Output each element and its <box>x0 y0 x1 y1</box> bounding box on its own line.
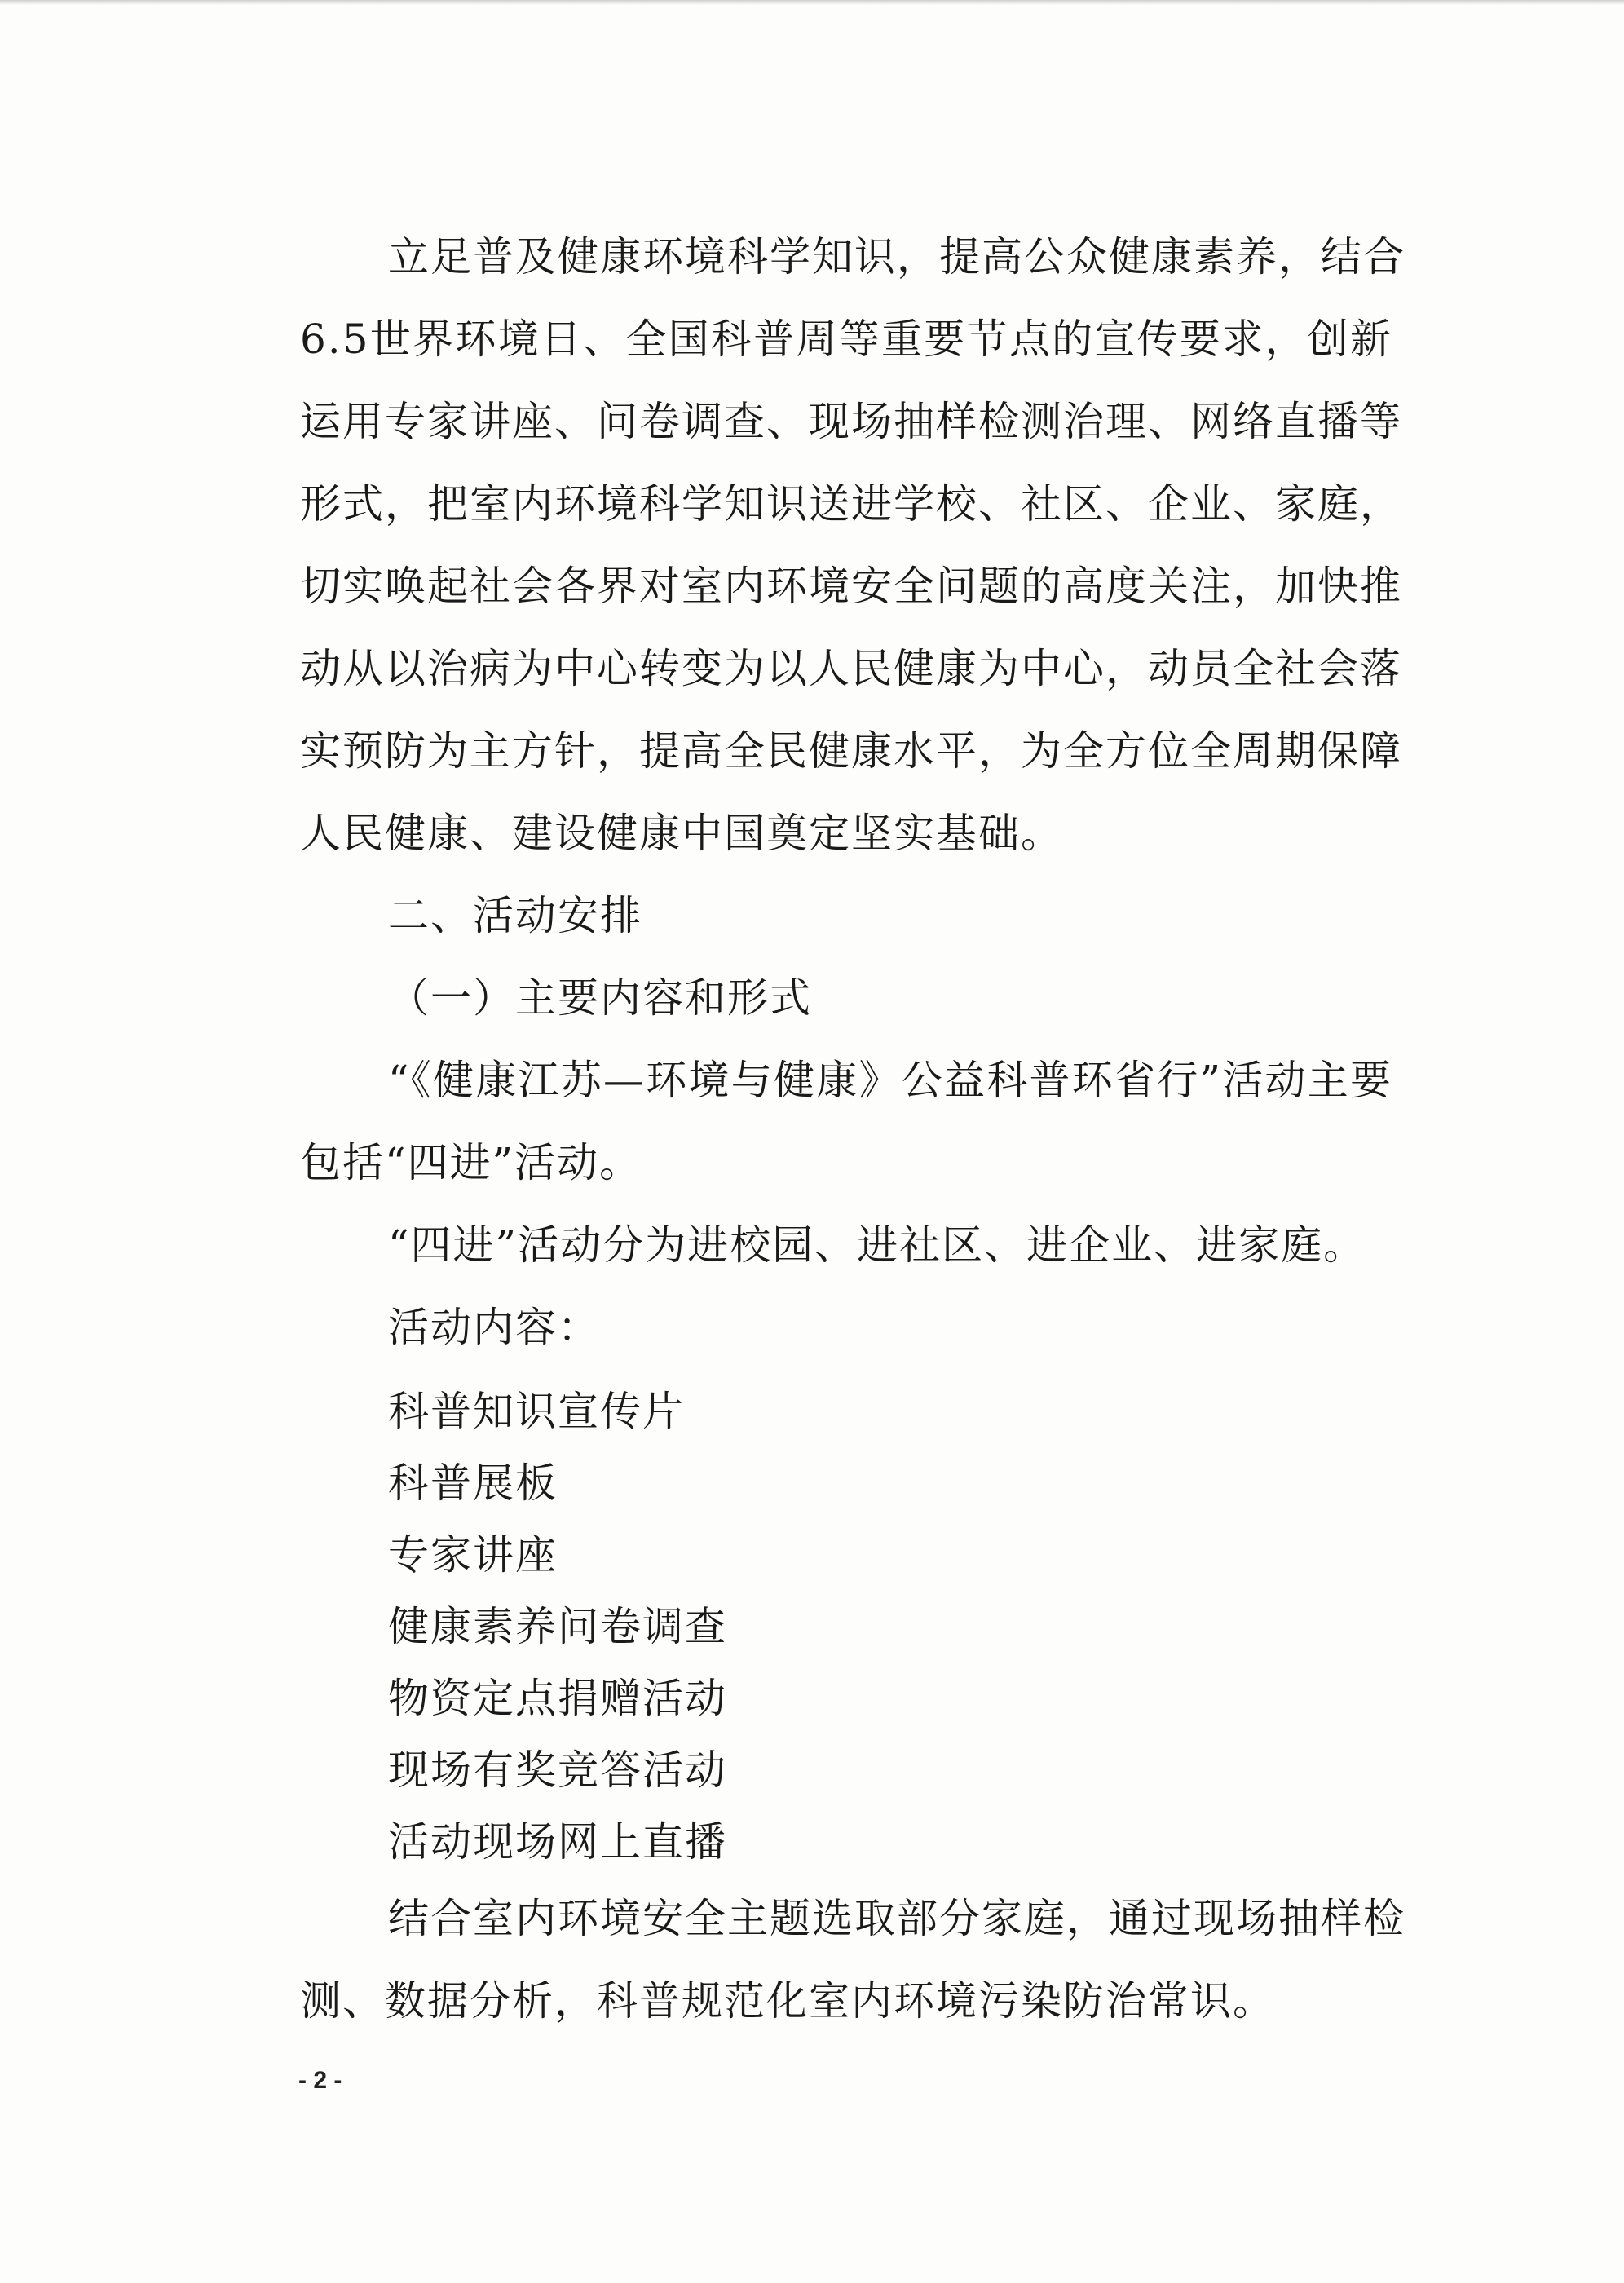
page-content <box>300 216 1406 2042</box>
paragraph-1-line: 运用专家讲座、问卷调查、现场抽样检测治理、网络直播等 <box>300 398 1402 445</box>
subsection-heading: （一）主要内容和形式 <box>388 974 812 1022</box>
page-number: - 2 - <box>298 2067 342 2094</box>
activity-item: 专家讲座 <box>388 1531 558 1579</box>
paragraph-3: “四进”活动分为进校园、进社区、进企业、进家庭。 <box>388 1221 1366 1269</box>
activity-item: 物资定点捐赠活动 <box>388 1675 727 1722</box>
paragraph-1-line: 切实唤起社会各界对室内环境安全问题的高度关注，加快推 <box>300 563 1402 610</box>
paragraph-1-line: 6.5世界环境日、全国科普周等重要节点的宣传要求，创新 <box>300 316 1392 363</box>
paragraph-4 <box>300 1878 1406 2042</box>
section-heading: 二、活动安排 <box>388 892 642 939</box>
paragraph-1-line: 动从以治病为中心转变为以人民健康为中心，动员全社会落 <box>300 645 1402 692</box>
paragraph-1-line: 形式，把室内环境科学知识送进学校、社区、企业、家庭， <box>300 480 1402 528</box>
paragraph-1-line: 人民健康、建设健康中国奠定坚实基础。 <box>300 810 1063 857</box>
paragraph-2 <box>300 1040 1392 1204</box>
activity-item: 科普展板 <box>388 1459 558 1507</box>
activity-list <box>300 1369 1392 1878</box>
scan-top-edge <box>0 0 1624 5</box>
activity-item: 科普知识宣传片 <box>388 1388 685 1435</box>
activity-item: 活动现场网上直播 <box>388 1818 727 1866</box>
activity-item: 现场有奖竞答活动 <box>388 1746 727 1794</box>
paragraph-1-line: 立足普及健康环境科学知识，提高公众健康素养，结合 <box>388 233 1406 280</box>
paragraph-2-line: “《健康江苏—环境与健康》公益科普环省行”活动主要 <box>388 1057 1392 1104</box>
activity-item: 健康素养问卷调查 <box>388 1603 727 1650</box>
paragraph-1-line: 实预防为主方针，提高全民健康水平，为全方位全周期保障 <box>300 727 1402 775</box>
paragraph-4-line: 测、数据分析，科普规范化室内环境污染防治常识。 <box>300 1977 1275 2025</box>
paragraph-1 <box>300 216 1406 875</box>
activities-label: 活动内容： <box>388 1304 600 1351</box>
paragraph-2-line: 包括“四进”活动。 <box>300 1139 642 1186</box>
paragraph-4-line: 结合室内环境安全主题选取部分家庭，通过现场抽样检 <box>388 1895 1406 1942</box>
